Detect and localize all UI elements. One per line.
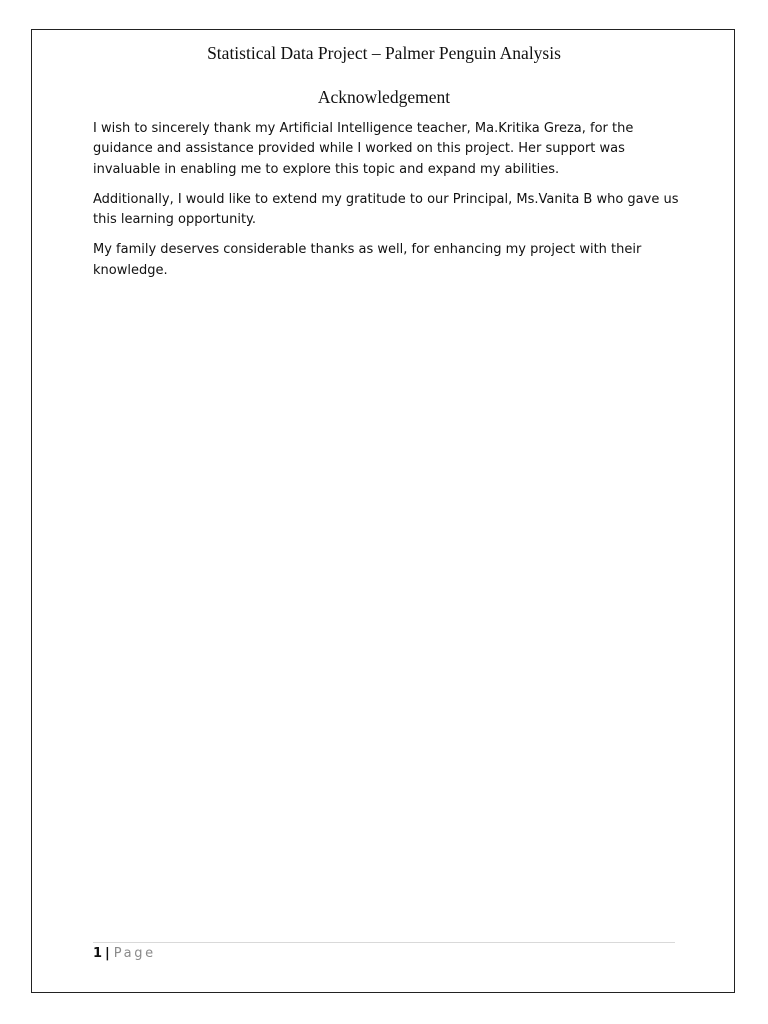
page-number: 1 [93, 946, 103, 961]
paragraph-thanks-teacher: I wish to sincerely thank my Artificial Intelligence teacher, Ma.Kritika Greza, for the guidance and assistance provided while I worked on this project. Her support was invaluable in enabling me to explore this topic and expand my abilities. [93, 121, 634, 177]
section-heading: Acknowledgement [317, 87, 451, 107]
paragraph-thanks-family: My family deserves considerable thanks as well, for enhancing my project with their knowledge. [93, 242, 642, 278]
body-text [93, 119, 683, 291]
footer-separator: | [105, 946, 110, 961]
footer-divider [93, 942, 675, 943]
document-title: Statistical Data Project – Palmer Penguin Analysis [207, 43, 561, 63]
paragraph-thanks-principal: Additionally, I would like to extend my gratitude to our Principal, Ms.Vanita B who gave us this learning opportunity. [93, 191, 679, 228]
page-label: Page [113, 946, 156, 961]
page-footer [93, 944, 156, 964]
